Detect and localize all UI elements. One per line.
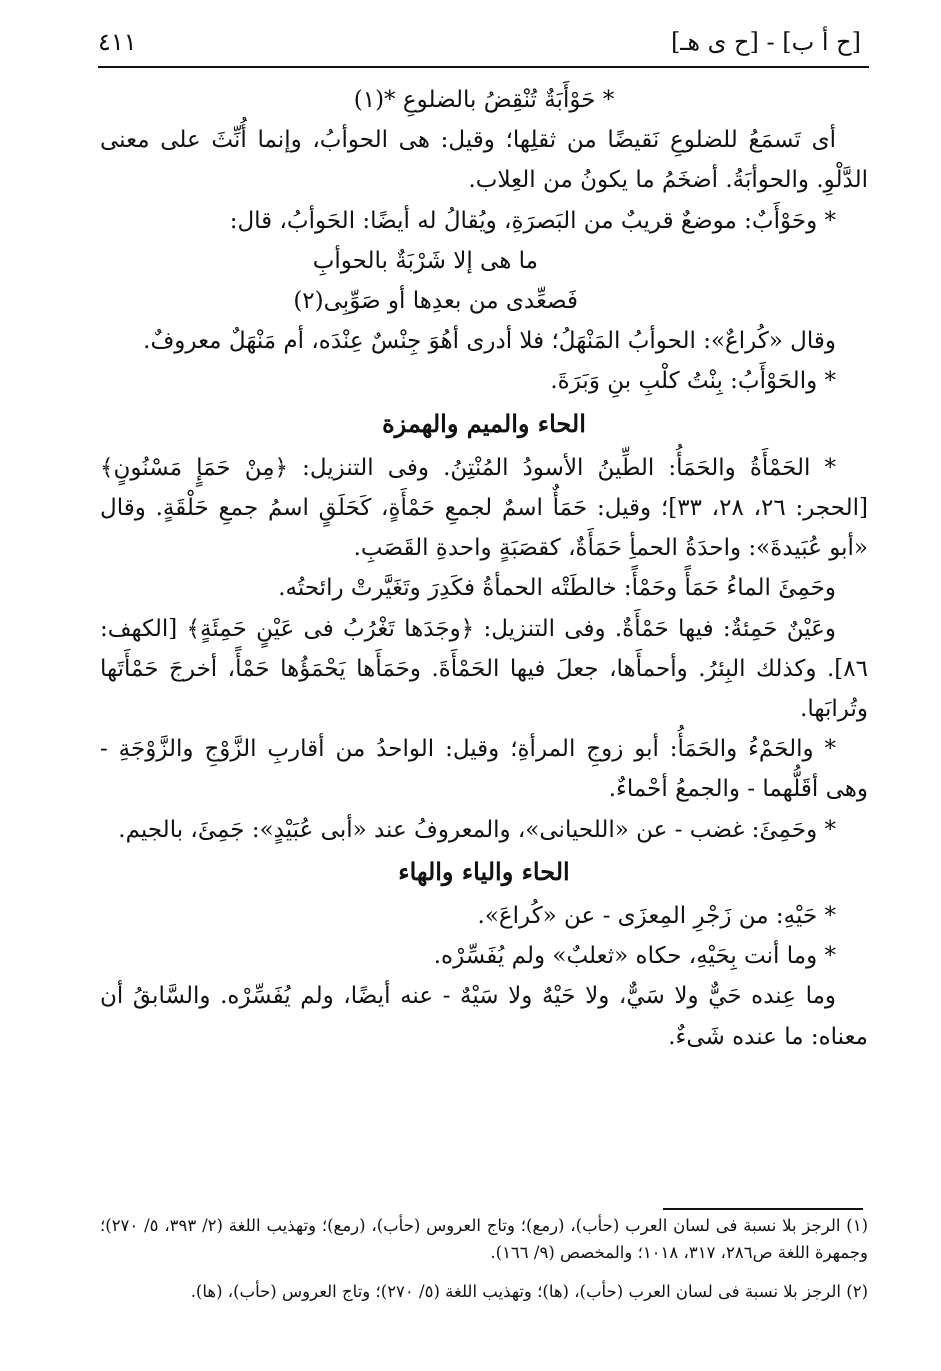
paragraph: أى تَسمَعُ للضلوعِ نَقيضًا من ثقلِها؛ وقيل: هى الحوأبُ، وإنما أُنِّثَ على معنى الدَّلْوِ. والحوأبَةُ. أضخَمُ ما يكونُ من العِلاب. [100,127,868,194]
paragraph: * حَيْهِ: من زَجْرِ المِعزَى - عن «كُراعَ». [477,903,836,930]
footnote: (١) الرجز بلا نسبة فى لسان العرب (حأب)، (رمع)؛ وتاج العروس (حأب)، (رمع)؛ وتهذيب اللغة (٢/ ٣٩٣، ٥/ ٢٧٠)؛ وجمهرة اللغة ص٢٨٦، ٣١٧، ١٠١٨؛ والمخصص (٩/ ١٦٦). [100,1216,868,1262]
page-header [98,28,861,64]
paragraph: * والحَوْأَبُ: بِنْتُ كلْبِ بنِ وَبَرَةَ. [550,368,836,395]
paragraph: * والحَمْءُ والحَمَأُ: أبو زوجِ المرأةِ؛ وقيل: الواحدُ من أقاربِ الزَّوْجِ والزَّوْجَةِ - وهى أقَلُّهما - والجمعُ أحْماءٌ. [100,736,868,803]
paragraph: * وحَمِئَ: غضب - عن «اللحيانى»، والمعروفُ عند «أبى عُبَيْدٍ»: جَمِئَ، بالجيم. [118,816,836,843]
verse-line: * حَوْأَبَةٌ تُنْقِضُ بالضلوعِ *(١) [353,87,615,113]
header-rule [98,66,869,68]
page-number: ٤١١ [98,28,137,56]
footnote-rule [663,1208,863,1210]
section-heading: الحاء والياء والهاء [398,856,570,886]
verse-line: ما هى إلا شَرْبَةٌ بالحوأبِ [312,247,538,274]
paragraph: * الحَمْأَةُ والحَمَأُ: الطِّينُ الأسودُ المُنْتِنُ. وفى التنزيل: ﴿مِنْ حَمَإٍ مَسْنُونٍ﴾ [الحجر: ٢٦، ٢٨، ٣٣]؛ وقيل: حَمَأٌ اسمٌ لجمعِ حَمْأَةٍ، كَحَلَقٍ اسمُ جمعِ حَلْقَةٍ. وقال «أبو عُبَيدةَ»: واحدَةُ الحمأِ حَمَأَةٌ، كقصَبَةٍ واحدةِ القَصَبِ. [100,454,868,562]
paragraph: * وما أنت بِحَيْهِ، حكاه «ثعلبٌ» ولم يُفَسِّرْه. [433,943,836,970]
footnote: (٢) الرجز بلا نسبة فى لسان العرب (حأب)، (ها)؛ وتهذيب اللغة (٥/ ٢٧٠)؛ وتاج العروس (حأب)، (ها). [190,1282,868,1301]
paragraph: وعَيْنٌ حَمِئةٌ: فيها حَمْأَةٌ. وفى التنزيل: ﴿وجَدَها تَغْرُبُ فى عَيْنٍ حَمِئَةٍ﴾ [الكهف: ٨٦]. وكذلك البِئرُ. وأحمأَها، جعلَ فيها الحَمْأَةَ. وحَمَأَها يَحْمَؤُها حَمْأً، أخرجَ حَمْأَتَها وتُرابَها. [100,615,868,723]
section-heading: الحاء والميم والهمزة [382,408,586,438]
paragraph: وما عِنده حَيٌّ ولا سَيٌّ، ولا حَيْهٌ ولا سَيْهٌ - عنه أيضًا، ولم يُفَسِّرْه. والسَّابقُ أن معناه: ما عنده شَىءٌ. [100,983,868,1050]
paragraph: وقال «كُراعٌ»: الحوأبُ المَنْهَلُ؛ فلا أدرى أهُوَ جِنْسٌ عِنْدَه، أم مَنْهَلٌ معروفٌ. [143,328,836,355]
paragraph: وحَمِئَ الماءُ حَمَأً وحَمْأً: خالطَتْه الحمأةُ فكَدِرَ وتَغَيَّرتْ رائحتُه. [278,575,836,602]
verse-line: فَصعِّدى من بعدِها أو صَوِّبِى(٢) [293,288,578,315]
section-range: [ح أ ب] - [ح ى هـ] [670,28,861,56]
footnotes [100,1212,868,1305]
paragraph: * وحَوْأَبٌ: موضعٌ قريبٌ من البَصرَةِ، ويُقالُ له أيضًا: الحَوأبُ، قال: [229,207,836,234]
main-text [100,80,868,1057]
